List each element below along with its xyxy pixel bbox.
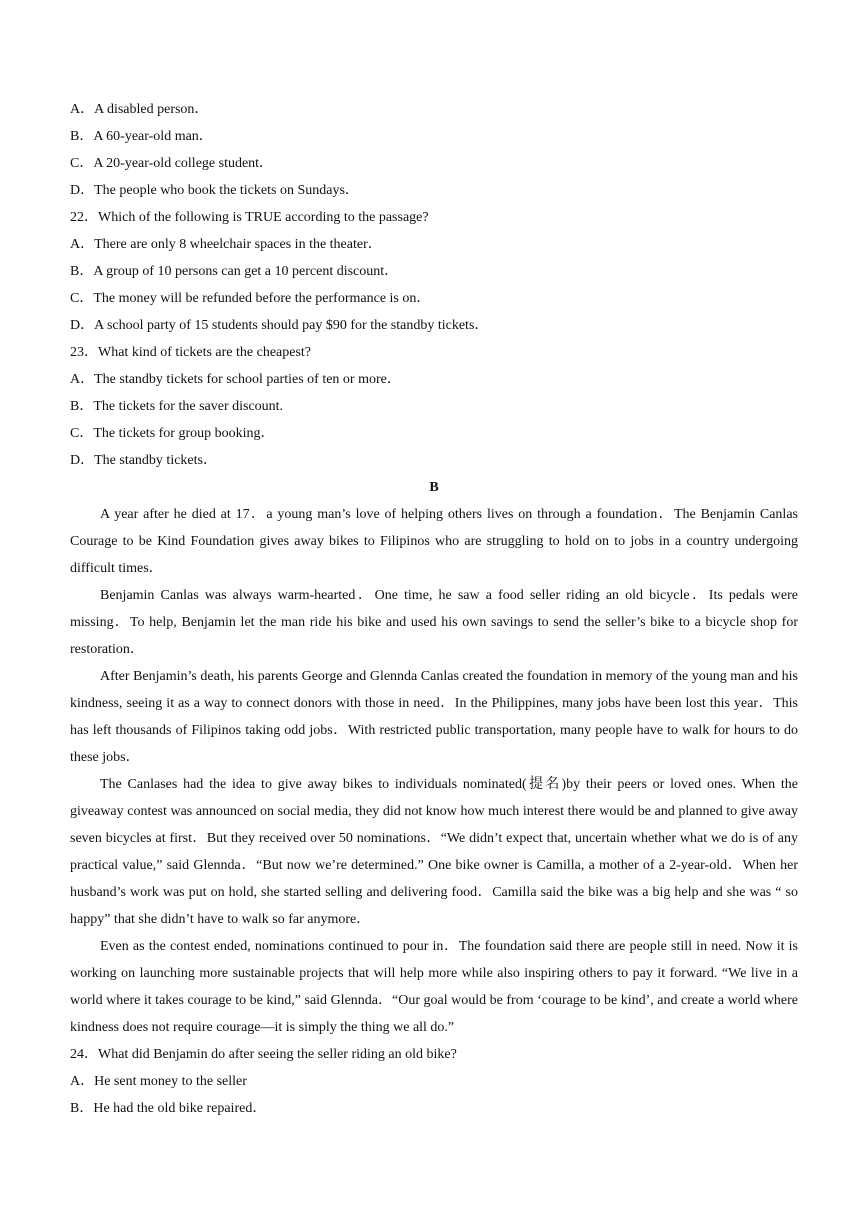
q22-option-a: A．There are only 8 wheelchair spaces in the theater． bbox=[70, 237, 382, 252]
q22-option-c: C．The money will be refunded before the performance is on． bbox=[70, 291, 431, 306]
passage-paragraph-4: The Canlases had the idea to give away bikes to individuals nominated(提名)by their peers or loved ones. When the giveaway contest was announced on social media, they did not know how much interest there would be and planned to give away seven bicycles at first．But they received over 50 nominations．“We didn’t expect that, uncertain whether what we do is of any practical value,” said Glennda．“But now we’re determined.” One bike owner is Camilla, a mother of a 2-year-old．When her husband’s work was put on hold, she started selling and delivering food．Camilla said the bike was a big help and she was “ so happy” that she didn’t have to walk so far anymore． bbox=[70, 777, 798, 927]
section-b-title: B bbox=[429, 480, 439, 495]
q21-option-a: A．A disabled person． bbox=[70, 102, 209, 117]
q21-option-b: B．A 60-year-old man． bbox=[70, 129, 213, 144]
passage-paragraph-3: After Benjamin’s death, his parents George and Glennda Canlas created the foundation in memory of the young man and his kindness, seeing it as a way to connect donors with those in need．In the Philippines, many jobs have been lost this year．This has left thousands of Filipinos taking odd jobs．With restricted public transportation, many people have to walk for hours to do these jobs． bbox=[70, 669, 798, 765]
q21-option-c: C．A 20-year-old college student． bbox=[70, 156, 274, 171]
q23-option-b: B．The tickets for the saver discount. bbox=[70, 399, 284, 414]
passage-paragraph-5: Even as the contest ended, nominations continued to pour in．The foundation said there are people still in need. Now it is working on launching more sustainable projects that will help more while also inspiring others to pay it forward. “We live in a world where it takes courage to be kind,” said Glennda．“Our goal would be from ‘courage to be kind’, and create a world where kindness does not require courage—it is simply the thing we all do.” bbox=[70, 939, 798, 1035]
q23-question: 23．What kind of tickets are the cheapest? bbox=[70, 345, 312, 360]
q21-option-d: D．The people who book the tickets on Sundays． bbox=[70, 183, 359, 198]
q22-option-b: B．A group of 10 persons can get a 10 percent discount． bbox=[70, 264, 399, 279]
q24-option-b: B．He had the old bike repaired． bbox=[70, 1101, 267, 1116]
q22-question: 22．Which of the following is TRUE according to the passage? bbox=[70, 210, 429, 225]
q22-option-d: D．A school party of 15 students should pay $90 for the standby tickets． bbox=[70, 318, 489, 333]
q24-option-a: A．He sent money to the seller bbox=[70, 1074, 247, 1089]
passage-paragraph-2: Benjamin Canlas was always warm-hearted．One time, he saw a food seller riding an old bicycle．Its pedals were missing．To help, Benjamin let the man ride his bike and used his own savings to send the seller’s bike to a bicycle shop for restoration． bbox=[70, 588, 798, 657]
passage-paragraph-1: A year after he died at 17．a young man’s love of helping others lives on through a foundation．The Benjamin Canlas Courage to be Kind Foundation gives away bikes to Filipinos who are struggling to hold on to jobs in a country undergoing difficult times． bbox=[70, 507, 798, 576]
q23-option-a: A．The standby tickets for school parties of ten or more． bbox=[70, 372, 401, 387]
q24-question: 24．What did Benjamin do after seeing the seller riding an old bike? bbox=[70, 1047, 457, 1062]
q23-option-c: C．The tickets for group booking． bbox=[70, 426, 275, 441]
q23-option-d: D．The standby tickets． bbox=[70, 453, 217, 468]
